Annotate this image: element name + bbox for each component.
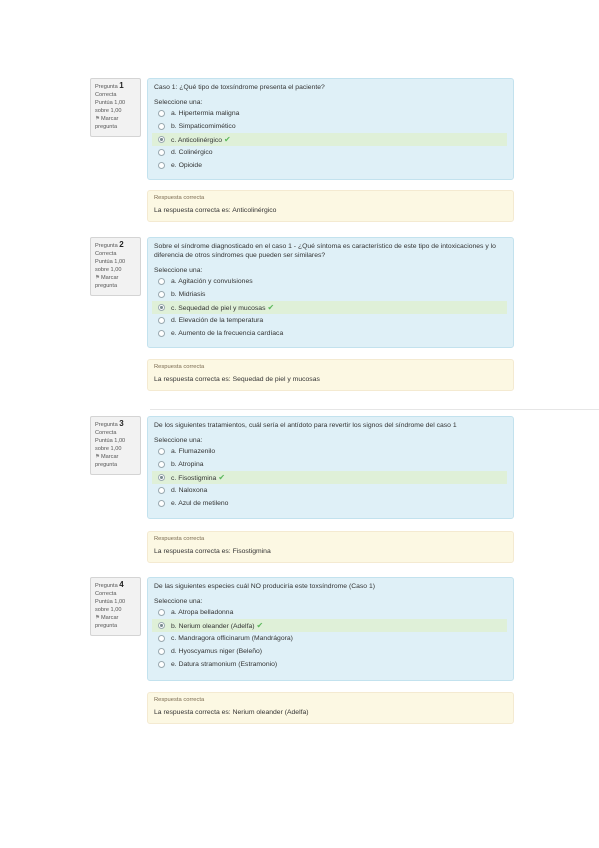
radio-button[interactable] [158, 291, 165, 298]
radio-button[interactable] [158, 500, 165, 507]
radio-button-selected[interactable] [158, 136, 165, 143]
question-number: Pregunta 2 [95, 240, 124, 249]
question-score: Puntúa 1,00 sobre 1,00 [95, 599, 126, 613]
answer-option-c[interactable]: c. Sequedad de piel y mucosas ✔ [152, 301, 507, 314]
radio-button[interactable] [158, 162, 165, 169]
question-number: Pregunta 4 [95, 580, 124, 589]
radio-button[interactable] [158, 609, 165, 616]
question-number: Pregunta 1 [95, 81, 124, 90]
flag-question-link[interactable]: ⚑Marcar pregunta [95, 275, 119, 289]
feedback-box [147, 531, 514, 563]
flag-icon: ⚑ [95, 615, 101, 621]
feedback-title: Respuesta correcta [154, 697, 205, 703]
check-icon: ✔ [224, 135, 231, 144]
question-content [147, 78, 514, 180]
radio-button[interactable] [158, 123, 165, 130]
question-text: Caso 1: ¿Qué tipo de toxsíndrome presenta el paciente? [154, 84, 325, 91]
radio-button[interactable] [158, 461, 165, 468]
question-score: Puntúa 1,00 sobre 1,00 [95, 438, 126, 452]
question-text: De las siguientes especies cuál NO produciría este toxsíndrome (Caso 1) [154, 583, 376, 590]
feedback-title: Respuesta correcta [154, 195, 205, 201]
question-status: Correcta [95, 92, 117, 98]
question-score: Puntúa 1,00 sobre 1,00 [95, 100, 126, 114]
question-score: Puntúa 1,00 sobre 1,00 [95, 259, 126, 273]
feedback-title: Respuesta correcta [154, 364, 205, 370]
radio-button[interactable] [158, 661, 165, 668]
radio-button[interactable] [158, 317, 165, 324]
flag-question-link[interactable]: ⚑Marcar pregunta [95, 615, 119, 629]
answer-option-c[interactable]: c. Fisostigmina ✔ [152, 471, 507, 484]
answer-option-a[interactable]: a. Hipertermia maligna [152, 107, 507, 120]
answer-option-d[interactable]: d. Elevación de la temperatura [152, 314, 507, 327]
feedback-title: Respuesta correcta [154, 536, 205, 542]
radio-button[interactable] [158, 149, 165, 156]
page-divider [150, 409, 599, 410]
radio-button[interactable] [158, 487, 165, 494]
answer-option-a[interactable]: a. Agitación y convulsiones [152, 275, 507, 288]
flag-icon: ⚑ [95, 454, 101, 460]
answer-prompt: Seleccione una: [154, 99, 203, 106]
flag-icon: ⚑ [95, 116, 101, 122]
answer-option-e[interactable]: e. Aumento de la frecuencia cardíaca [152, 327, 507, 340]
flag-icon: ⚑ [95, 275, 101, 281]
check-icon: ✔ [256, 621, 264, 630]
answer-option-d[interactable]: d. Hyoscyamus niger (Beleño) [152, 645, 507, 658]
feedback-box [147, 190, 514, 222]
answer-option-c[interactable]: c. Mandragora officinarum (Mandrágora) [152, 632, 507, 645]
flag-question-link[interactable]: ⚑Marcar pregunta [95, 116, 119, 130]
flag-question-link[interactable]: ⚑Marcar pregunta [95, 454, 119, 468]
question-content [147, 416, 514, 519]
answer-prompt: Seleccione una: [154, 267, 203, 274]
question-text: Sobre el síndrome diagnosticado en el caso 1 - ¿Qué síntoma es característico de este tipo de intoxicaciones y lo diferencia de otros síndromes que pueden ser similares? [154, 243, 496, 259]
answer-option-d[interactable]: d. Colinérgico [152, 146, 507, 159]
answer-option-b[interactable]: b. Midriasis [152, 288, 507, 301]
radio-button[interactable] [158, 448, 165, 455]
radio-button[interactable] [158, 648, 165, 655]
question-info [90, 416, 141, 475]
feedback-text: La respuesta correcta es: Anticolinérgico [154, 207, 277, 214]
radio-button[interactable] [158, 330, 165, 337]
answer-option-e[interactable]: e. Datura stramonium (Estramonio) [152, 658, 507, 671]
question-info [90, 78, 141, 137]
answer-prompt: Seleccione una: [154, 437, 203, 444]
radio-button-selected[interactable] [158, 474, 165, 481]
answer-option-d[interactable]: d. Naloxona [152, 484, 507, 497]
answer-option-a[interactable]: a. Flumazenilo [152, 445, 507, 458]
question-info [90, 237, 141, 296]
answer-option-c[interactable]: c. Anticolinérgico ✔ [152, 133, 507, 146]
question-status: Correcta [95, 251, 117, 257]
feedback-box [147, 359, 514, 391]
feedback-box [147, 692, 514, 724]
radio-button[interactable] [158, 278, 165, 285]
answer-option-b[interactable]: b. Nerium oleander (Adelfa) ✔ [152, 619, 507, 632]
feedback-text: La respuesta correcta es: Nerium oleander (Adelfa) [154, 709, 309, 716]
answer-option-b[interactable]: b. Atropina [152, 458, 507, 471]
radio-button-selected[interactable] [158, 622, 165, 629]
feedback-text: La respuesta correcta es: Sequedad de piel y mucosas [154, 376, 320, 383]
question-status: Correcta [95, 430, 117, 436]
answer-option-a[interactable]: a. Atropa belladonna [152, 606, 507, 619]
answer-option-e[interactable]: e. Opioide [152, 159, 507, 172]
question-content [147, 577, 514, 681]
answer-option-e[interactable]: e. Azul de metileno [152, 497, 507, 510]
answer-option-b[interactable]: b. Simpaticomimético [152, 120, 507, 133]
radio-button[interactable] [158, 110, 165, 117]
answer-prompt: Seleccione una: [154, 598, 203, 605]
question-status: Correcta [95, 591, 117, 597]
question-content [147, 237, 514, 348]
question-info [90, 577, 141, 636]
radio-button-selected[interactable] [158, 304, 165, 311]
feedback-text: La respuesta correcta es: Fisostigmina [154, 548, 271, 555]
check-icon: ✔ [267, 303, 275, 312]
question-text: De los siguientes tratamientos, cuál sería el antídoto para revertir los signos del síndrome del caso 1 [154, 422, 457, 429]
radio-button[interactable] [158, 635, 165, 642]
question-number: Pregunta 3 [95, 419, 124, 428]
check-icon: ✔ [218, 473, 226, 482]
